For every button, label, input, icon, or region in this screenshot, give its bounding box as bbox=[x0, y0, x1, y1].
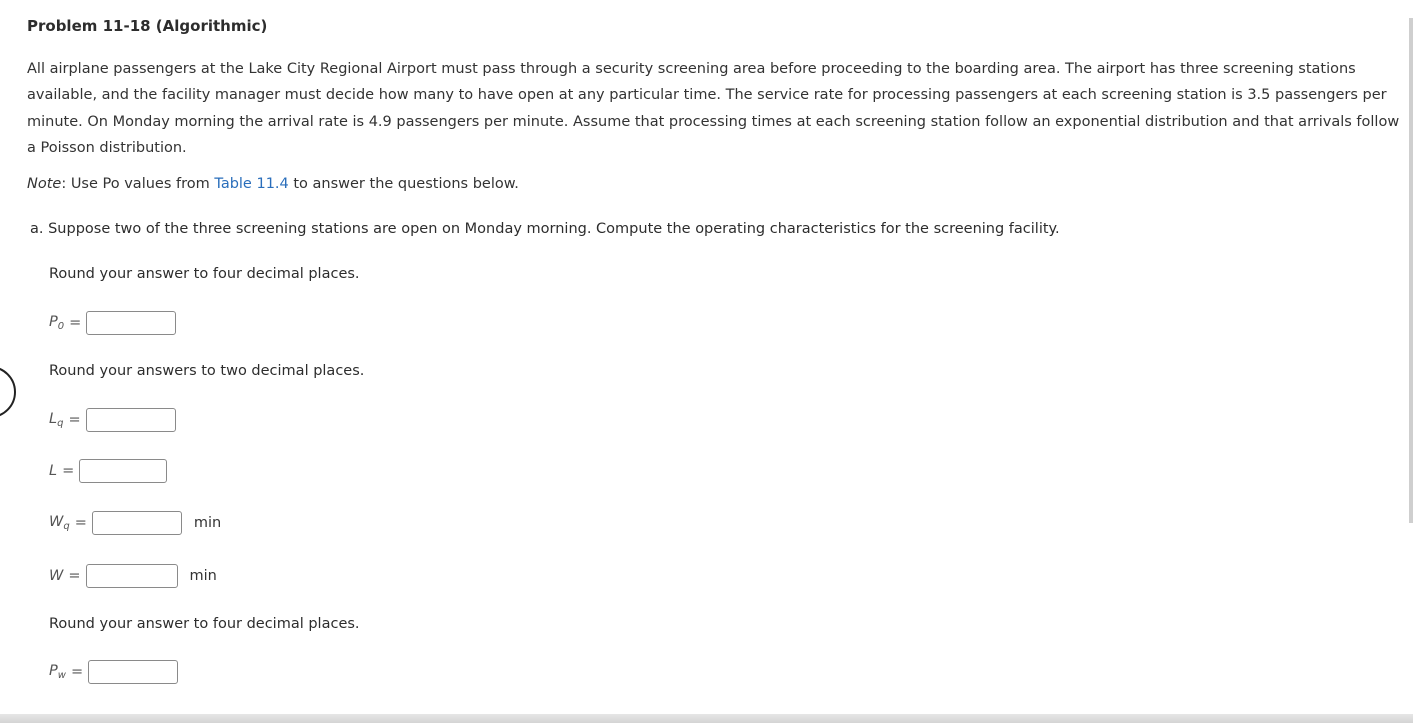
note-label: Note bbox=[27, 176, 62, 192]
problem-statement: All airplane passengers at the Lake City Regional Airport must pass through a security screening area before proceeding to the boarding area. The airport has three screening stations available, and the facility manager must decide how many to have open at any particular time. The service rate for processing passengers at each screening station is 3.5 passengers per minute. On Monday morning the arrival rate is 4.9 passengers per minute. Assume that processing times at each screening station follow an exponential distribution and that arrivals follow a Poisson distribution. bbox=[27, 61, 1400, 156]
note-text-after: to answer the questions below. bbox=[288, 176, 519, 192]
bottom-bar bbox=[0, 714, 1413, 723]
p0-input[interactable] bbox=[86, 311, 176, 335]
part-a-question: a. Suppose two of the three screening stations are open on Monday morning. Compute the operating characteristics for the screening facility. bbox=[30, 221, 1060, 237]
rounding-instruction-four-decimals: Round your answer to four decimal places. bbox=[49, 266, 360, 282]
edge-circle-button[interactable] bbox=[0, 366, 16, 418]
wq-label: $W_q$ bbox=[49, 514, 70, 532]
note-text-before: : Use Po values from bbox=[61, 176, 215, 192]
equals-sign: = bbox=[74, 515, 87, 531]
p0-row bbox=[49, 309, 176, 337]
l-row bbox=[49, 457, 167, 485]
lq-label: $L_q$ bbox=[49, 411, 64, 429]
equals-sign: = bbox=[70, 664, 84, 680]
table-11-4-link[interactable]: Table 11.4 bbox=[214, 176, 289, 192]
l-label: L bbox=[49, 463, 58, 479]
w-label: W bbox=[49, 568, 64, 584]
w-row bbox=[49, 562, 217, 590]
rounding-instruction-two-decimals: Round your answers to two decimal places. bbox=[49, 363, 365, 379]
rounding-instruction-four-decimals-2: Round your answer to four decimal places. bbox=[49, 616, 360, 632]
vertical-scrollbar[interactable] bbox=[1409, 18, 1413, 523]
problem-title: Problem 11-18 (Algorithmic) bbox=[27, 17, 268, 35]
lq-input[interactable] bbox=[86, 408, 176, 432]
wq-input[interactable] bbox=[92, 511, 182, 535]
l-input[interactable] bbox=[79, 459, 167, 483]
pw-row bbox=[49, 658, 178, 686]
note bbox=[27, 176, 519, 192]
p0-label: $P_0$ bbox=[49, 314, 65, 332]
equals-sign: = bbox=[69, 315, 82, 331]
equals-sign: = bbox=[62, 463, 75, 479]
wq-unit: min bbox=[193, 515, 222, 531]
equals-sign: = bbox=[68, 568, 81, 584]
equals-sign: = bbox=[68, 412, 81, 428]
pw-input[interactable] bbox=[88, 660, 178, 684]
lq-row bbox=[49, 406, 176, 434]
wq-row bbox=[49, 509, 221, 537]
pw-label: $P_w$ bbox=[49, 663, 66, 681]
w-input[interactable] bbox=[86, 564, 178, 588]
w-unit: min bbox=[189, 568, 217, 584]
